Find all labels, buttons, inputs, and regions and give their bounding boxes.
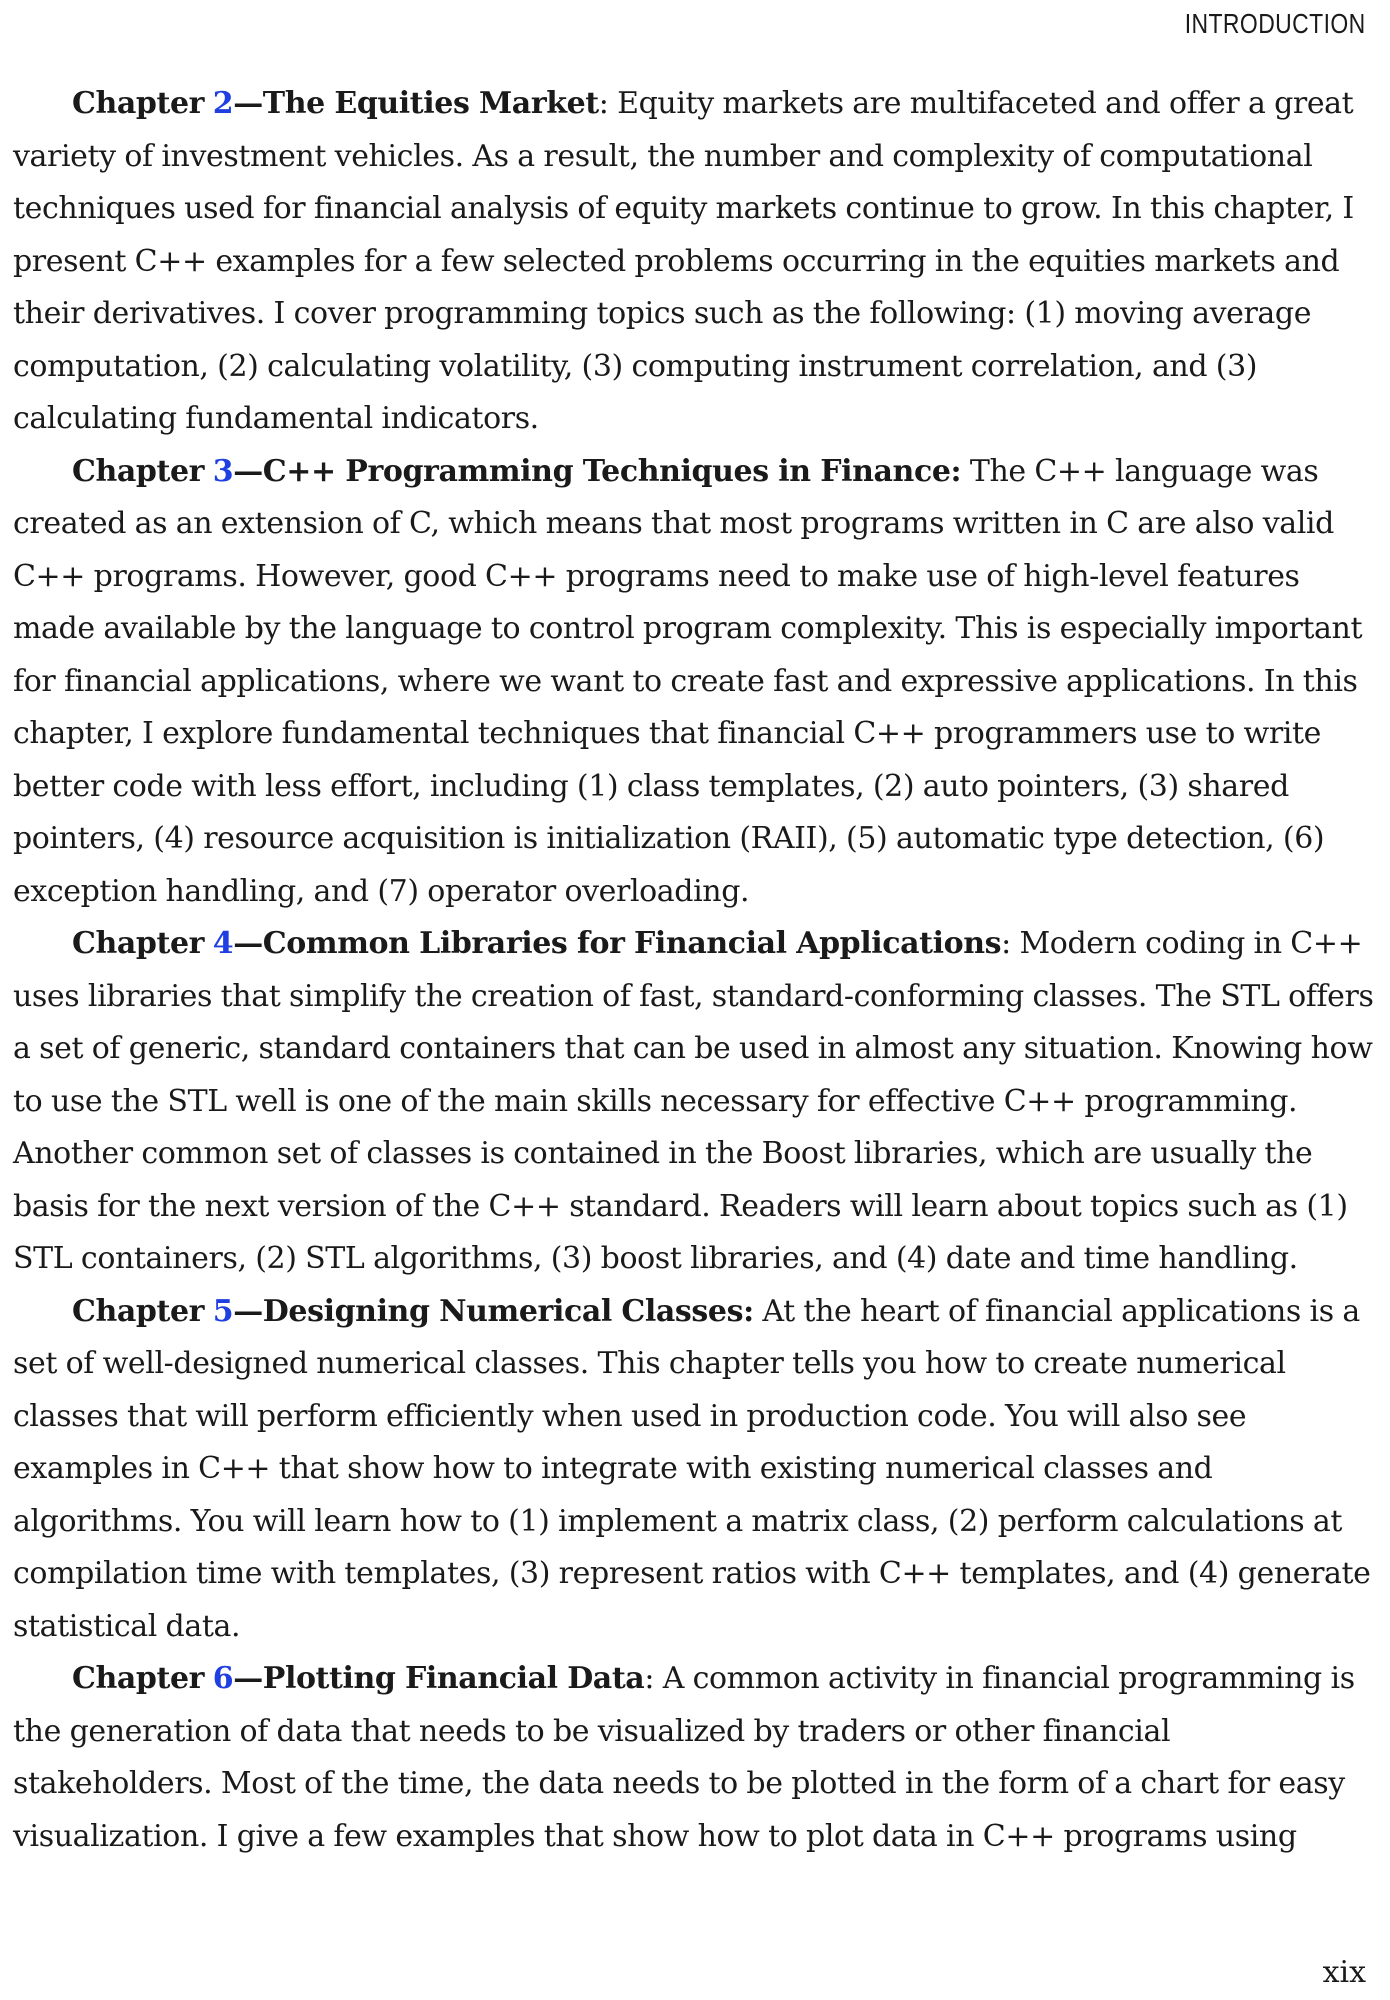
- body-text: [13, 78, 1378, 1863]
- chapter-title: —C++ Programming Techniques in Finance:: [233, 453, 962, 489]
- page-number: xix: [1322, 1955, 1366, 1990]
- chapter-4-link[interactable]: 4: [212, 926, 234, 961]
- paragraph-chapter-3: [13, 446, 1378, 919]
- paragraph-body: At the heart of financial applications is a set of well-designed numerical classes. This chapter tells you how to create numerical classes that will perform efficiently when used in production code. You will also see examples in C++ that show how to integrate with existing numerical classes and algorithms. You will learn how to (1) implement a matrix class, (2) perform calculations at compilation time with templates, (3) represent ratios with C++ templates, and (4) generate statistical data.: [13, 1293, 1371, 1644]
- chapter-word: Chapter: [72, 1293, 205, 1329]
- title-separator: :: [1001, 926, 1011, 961]
- running-head: INTRODUCTION: [1185, 8, 1366, 39]
- paragraph-chapter-4: [13, 918, 1378, 1286]
- chapter-word: Chapter: [72, 453, 205, 489]
- paragraph-chapter-5: [13, 1286, 1378, 1654]
- chapter-6-link[interactable]: 6: [212, 1661, 234, 1696]
- paragraph-body: The C++ language was created as an extension of C, which means that most programs written in C are also valid C++ programs. However, good C++ programs need to make use of high-level features made available by the language to control program complexity. This is especially important for financial applications, where we want to create fast and expressive applications. In this chapter, I explore fundamental techniques that financial C++ programmers use to write better code with less effort, including (1) class templates, (2) auto pointers, (3) shared pointers, (4) resource acquisition is initialization (RAII), (5) automatic type detection, (6) exception handling, and (7) operator overloading.: [13, 453, 1363, 909]
- paragraph-chapter-2: [13, 78, 1378, 446]
- chapter-word: Chapter: [72, 926, 205, 961]
- paragraph-body: Equity markets are multifaceted and offer a great variety of investment vehicles. As a result, the number and complexity of computational techniques used for financial analysis of equity markets continue to grow. In this chapter, I present C++ examples for a few selected problems occurring in the equities markets and their derivatives. I cover programming topics such as the following: (1) moving average computation, (2) calculating volatility, (3) computing instrument correlation, and (3) calculating fundamental indicators.: [13, 86, 1354, 436]
- paragraph-chapter-6: [13, 1653, 1378, 1863]
- chapter-word: Chapter: [72, 86, 205, 121]
- chapter-title: —Designing Numerical Classes:: [233, 1293, 754, 1329]
- chapter-5-link[interactable]: 5: [212, 1293, 234, 1329]
- chapter-title: —Plotting Financial Data: [233, 1661, 645, 1696]
- chapter-word: Chapter: [72, 1661, 205, 1696]
- chapter-3-link[interactable]: 3: [212, 453, 234, 489]
- title-separator: :: [644, 1661, 655, 1696]
- chapter-2-link[interactable]: 2: [212, 86, 234, 121]
- title-separator: :: [598, 86, 609, 121]
- paragraph-body: Modern coding in C++ uses libraries that simplify the creation of fast, standard-conforming classes. The STL offers a set of generic, standard containers that can be used in almost any situation. Knowing how to use the STL well is one of the main skills necessary for effective C++ programming. Another common set of classes is contained in the Boost libraries, which are usually the basis for the next version of the C++ standard. Readers will learn about topics such as (1) STL containers, (2) STL algorithms, (3) boost libraries, and (4) date and time handling.: [13, 926, 1374, 1276]
- paragraph-body: A common activity in financial programming is the generation of data that needs to be visualized by traders or other financial stakeholders. Most of the time, the data needs to be plotted in the form of a chart for easy visualization. I give a few examples that show how to plot data in C++ programs using: [13, 1661, 1355, 1854]
- chapter-title: —Common Libraries for Financial Applications: [233, 926, 1002, 961]
- chapter-title: —The Equities Market: [233, 86, 599, 121]
